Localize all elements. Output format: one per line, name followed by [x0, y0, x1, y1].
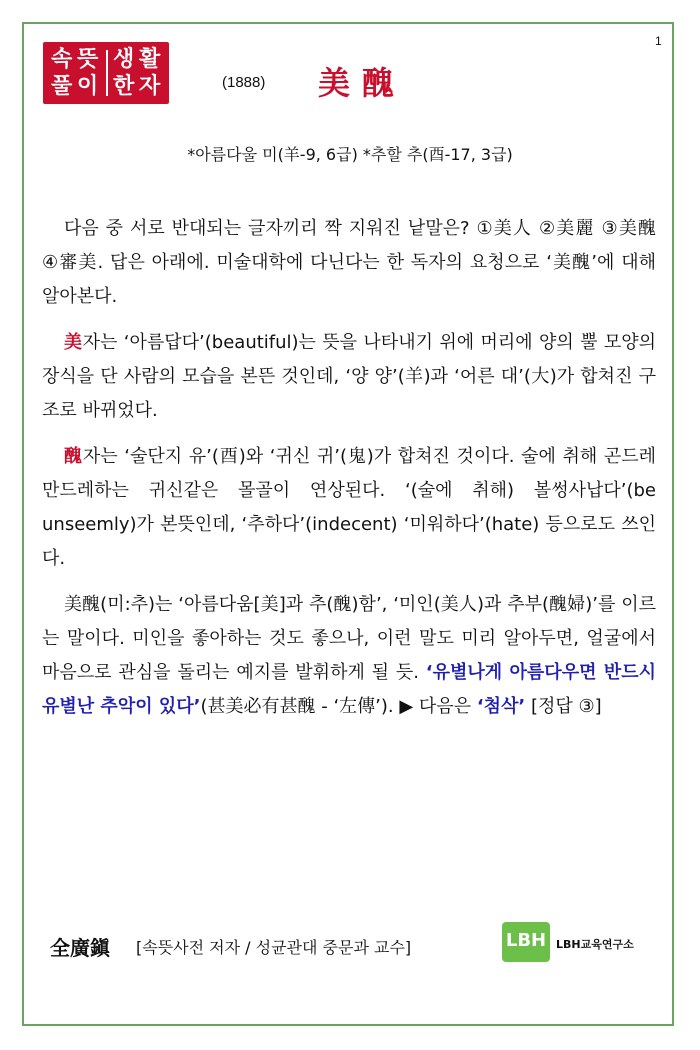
- paragraph-text: 美醜(미:추)는 ‘아름다움[美]과 추(醜)함’, ‘미인(美人)과 추부(醜婦)’를 이르는 말이다. 미인을 좋아하는 것도 좋으나, 이런 말도 미리 알아두면, 얼굴에서 마음으로 관심을 돌리는 예지를 발휘하게 될 듯.: [42, 594, 656, 683]
- author-name: 全廣鎭: [50, 936, 110, 960]
- paragraph-text: 자는 ‘아름답다’(beautiful)는 뜻을 나타내기 위에 머리에 양의 뿔 모양의 장식을 단 사람의 모습을 본뜬 것인데, ‘양 양’(羊)과 ‘어른 대’(大)가 합쳐진 구조로 바뀌었다.: [42, 332, 656, 421]
- page-number: 1: [655, 34, 662, 48]
- institute-name: LBH교육연구소: [556, 938, 634, 951]
- paragraph-summary: [42, 588, 656, 724]
- author-description: [속뜻사전 저자 / 성균관대 중문과 교수]: [136, 938, 412, 957]
- logo-char: 속: [51, 47, 73, 72]
- paragraph-ugly: [42, 440, 656, 576]
- character-info: *아름다울 미(羊-9, 6급) *추할 추(酉-17, 3급): [187, 145, 513, 164]
- lead-character: 醜: [64, 446, 83, 467]
- paragraph-text: 다음 중 서로 반대되는 글자끼리 짝 지워진 낱말은? ①美人 ②美麗 ③美醜 ④審美. 답은 아래에. 미술대학에 다닌다는 한 독자의 요청으로 ‘美醜’에 대해 알아본다.: [42, 218, 656, 307]
- lbh-logo: LBH: [502, 922, 550, 962]
- lead-character: 美: [64, 332, 83, 353]
- logo-char: 뜻: [77, 47, 99, 72]
- next-topic: ‘첨삭’: [476, 696, 526, 717]
- logo-char: 생: [113, 47, 135, 72]
- article-body: [42, 212, 656, 736]
- page-title: 美醜: [318, 64, 407, 102]
- logo-char: 자: [139, 74, 161, 99]
- paragraph-text: (甚美必有甚醜 - ‘左傳’). ▶ 다음은: [200, 696, 477, 717]
- logo-char: 풀: [51, 74, 73, 99]
- highlight-quote: ‘유별나게 아름다우면 반드시 유별난 추악이 있다’: [42, 662, 656, 717]
- logo-char: 한: [113, 74, 135, 99]
- paragraph-text: 자는 ‘술단지 유’(酉)와 ‘귀신 귀’(鬼)가 합쳐진 것이다. 술에 취해 곤드레만드레하는 귀신같은 몰골이 연상된다. ‘(술에 취해) 볼썽사납다’(be unseemly)가 본뜻인데, ‘추하다’(indecent) ‘미워하다’(hate) 등으로도 쓰인다.: [42, 446, 657, 569]
- paragraph-intro: [42, 212, 656, 314]
- logo-char: 활: [139, 47, 161, 72]
- column-logo: [43, 42, 169, 104]
- entry-code: (1888): [222, 74, 266, 91]
- logo-char: 이: [77, 74, 99, 99]
- answer-text: [정답 ③]: [525, 696, 602, 717]
- logo-divider: [106, 50, 108, 96]
- paragraph-beauty: [42, 326, 656, 428]
